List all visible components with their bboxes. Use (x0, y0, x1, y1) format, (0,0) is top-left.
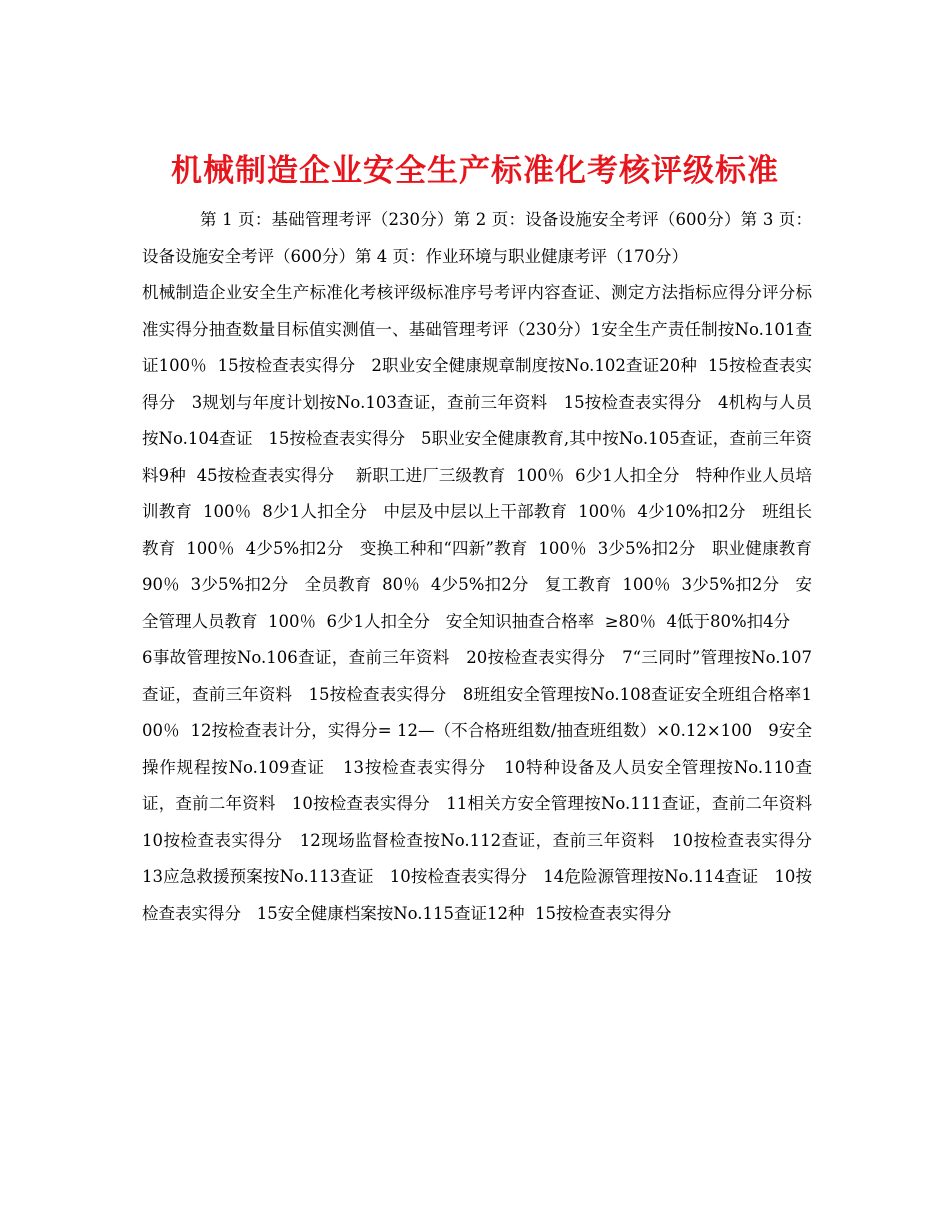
basic-management-paragraph: 机械制造企业安全生产标准化考核评级标准序号考评内容查证、测定方法指标应得分评分标准实得分抽查数量目标值实测值一、基础管理考评（230分）1安全生产责任制按No.101查证100％ 15按检查表实得分 2职业安全健康规章制度按No.102查证20种 15按检查表实得分 3规划与年度计划按No.103查证，查前三年资料 15按检查表实得分 4机构与人员按No.104查证 15按检查表实得分 5职业安全健康教育,其中按No.105查证，查前三年资料9种 45按检查表实得分 新职工进厂三级教育 100％ 6少1人扣全分 特种作业人员培训教育 100％ 8少1人扣全分 中层及中层以上干部教育 100％ 4少10%扣2分 班组长教育 100％ 4少5%扣2分 变换工种和“四新”教育 100％ 3少5%扣2分 职业健康教育 90％ 3少5%扣2分 全员教育 80％ 4少5%扣2分 复工教育 100％ 3少5%扣2分 安全管理人员教育 100％ 6少1人扣全分 安全知识抽查合格率 ≥80％ 4低于80%扣4分 (142, 283, 823, 631)
document-title: 机械制造企业安全生产标准化考核评级标准 (171, 152, 779, 189)
page-index-paragraph: 第 1 页：基础管理考评（230分）第 2 页：设备设施安全考评（600分）第 3 页：设备设施安全考评（600分）第 4 页：作业环境与职业健康考评（170分） (142, 210, 812, 266)
management-items-paragraph: 6事故管理按No.106查证，查前三年资料 20按检查表实得分 7“三同时”管理按No.107查证，查前三年资料 15按检查表实得分 8班组安全管理按No.108查证安全班组合格率100％ 12按检查表计分，实得分= 12—（不合格班组数/抽查班组数）×0.12×100 9安全操作规程按No.109查证 13按检查表实得分 10特种设备及人员安全管理按No.110查证，查前二年资料 10按检查表实得分 11相关方安全管理按No.111查证，查前二年资料 10按检查表实得分 12现场监督检查按No.112查证，查前三年资料 10按检查表实得分 13应急救援预案按No.113查证 10按检查表实得分 14危险源管理按No.114查证 10按检查表实得分 15安全健康档案按No.115查证12种 15按检查表实得分 (142, 648, 828, 923)
document-body (142, 202, 828, 932)
